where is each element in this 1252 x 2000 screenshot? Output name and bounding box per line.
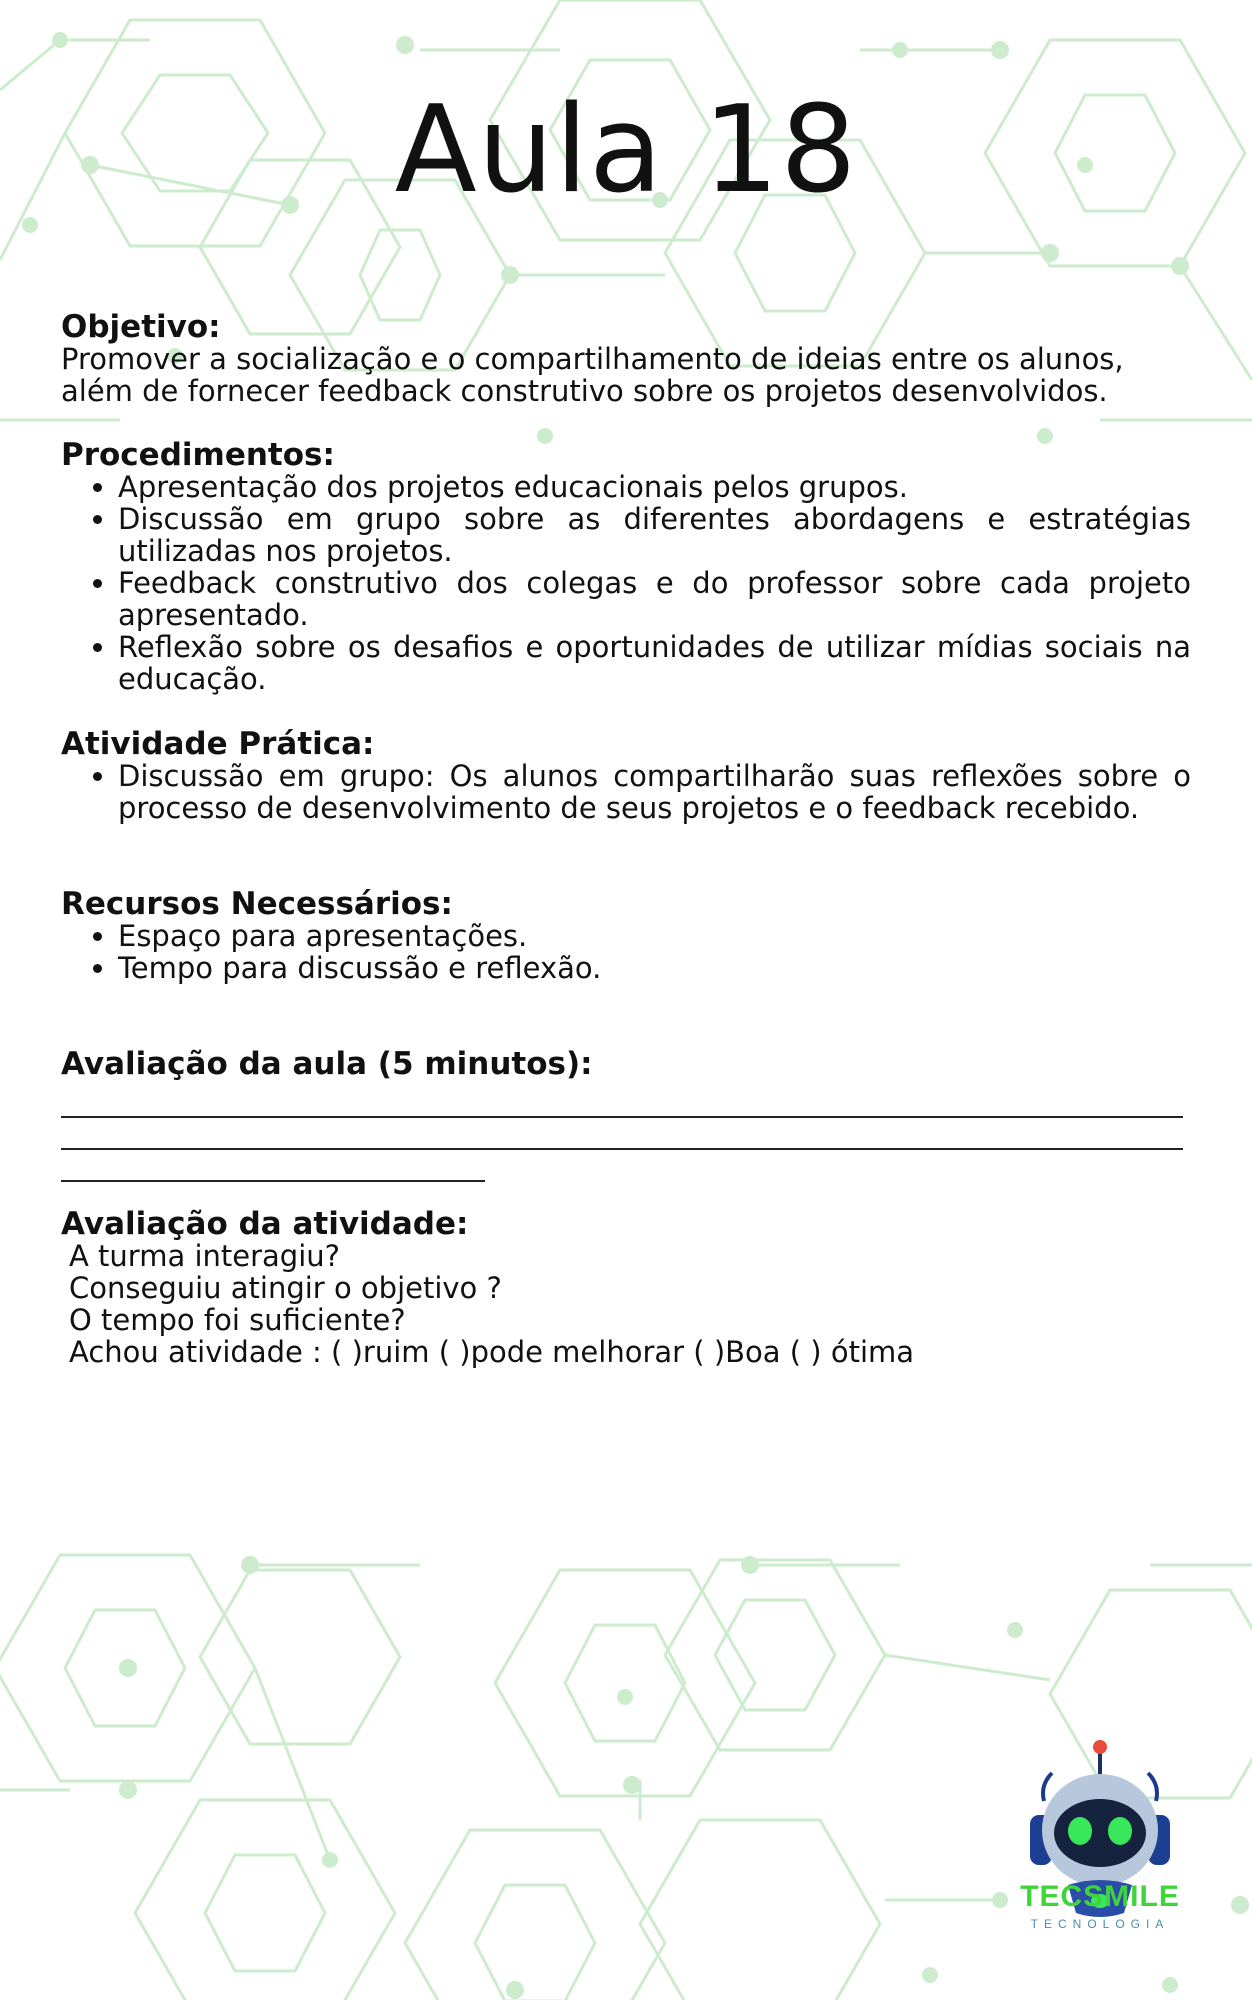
- list-item: • Reflexão sobre os desafios e oportunidades de utilizar mídias sociais na educação.: [118, 631, 1191, 695]
- question-tempo: O tempo foi suficiente?: [69, 1303, 406, 1337]
- procedimentos-heading: Procedimentos:: [61, 437, 335, 473]
- list-item: • Apresentação dos projetos educacionais pelos grupos.: [118, 471, 1191, 503]
- list-item: • Discussão em grupo: Os alunos compartilharão suas reflexões sobre o processo de desenvolvimento de seus projetos e o feedback recebido.: [118, 760, 1191, 824]
- recursos-heading: Recursos Necessários:: [61, 886, 453, 922]
- list-item: • Feedback construtivo dos colegas e do professor sobre cada projeto apresentado.: [118, 567, 1191, 631]
- atividade-list: [61, 760, 1191, 824]
- objetivo-heading: Objetivo:: [61, 309, 221, 345]
- list-item: • Discussão em grupo sobre as diferentes abordagens e estratégias utilizadas nos projetos.: [118, 503, 1191, 567]
- atividade-heading: Atividade Prática:: [61, 726, 375, 762]
- atividade-section: [61, 728, 1191, 824]
- logo-tagline: TECNOLOGIA: [1030, 1917, 1170, 1931]
- page-title: Aula 18: [394, 81, 858, 220]
- question-interacao: A turma interagiu?: [69, 1239, 341, 1273]
- question-objetivo: Conseguiu atingir o objetivo ?: [69, 1271, 502, 1305]
- answer-line[interactable]: [61, 1118, 1183, 1150]
- procedimentos-list: [61, 471, 1191, 695]
- list-item: • Espaço para apresentações.: [118, 920, 1191, 952]
- answer-line[interactable]: [61, 1150, 485, 1182]
- logo-name: TECSMILE: [1020, 1880, 1180, 1913]
- answer-lines: [61, 1086, 1191, 1182]
- avaliacao-atividade-section: [61, 1208, 1191, 1368]
- objetivo-section: [61, 311, 1191, 407]
- recursos-section: [61, 888, 1191, 984]
- avaliacao-aula-section: [61, 1048, 1191, 1182]
- objetivo-text: Promover a socialização e o compartilhamento de ideias entre os alunos, além de fornecer feedback construtivo sobre os projetos desenvolvidos.: [61, 342, 1124, 408]
- recursos-list: [61, 920, 1191, 984]
- question-avaliacao-atividade: Achou atividade : ( )ruim ( )pode melhorar ( )Boa ( ) ótima: [69, 1335, 915, 1369]
- procedimentos-section: [61, 439, 1191, 695]
- avaliacao-atividade-heading: Avaliação da atividade:: [61, 1206, 469, 1242]
- answer-line[interactable]: [61, 1086, 1183, 1118]
- avaliacao-aula-heading: Avaliação da aula (5 minutos):: [61, 1046, 593, 1082]
- list-item: • Tempo para discussão e reflexão.: [118, 952, 1191, 984]
